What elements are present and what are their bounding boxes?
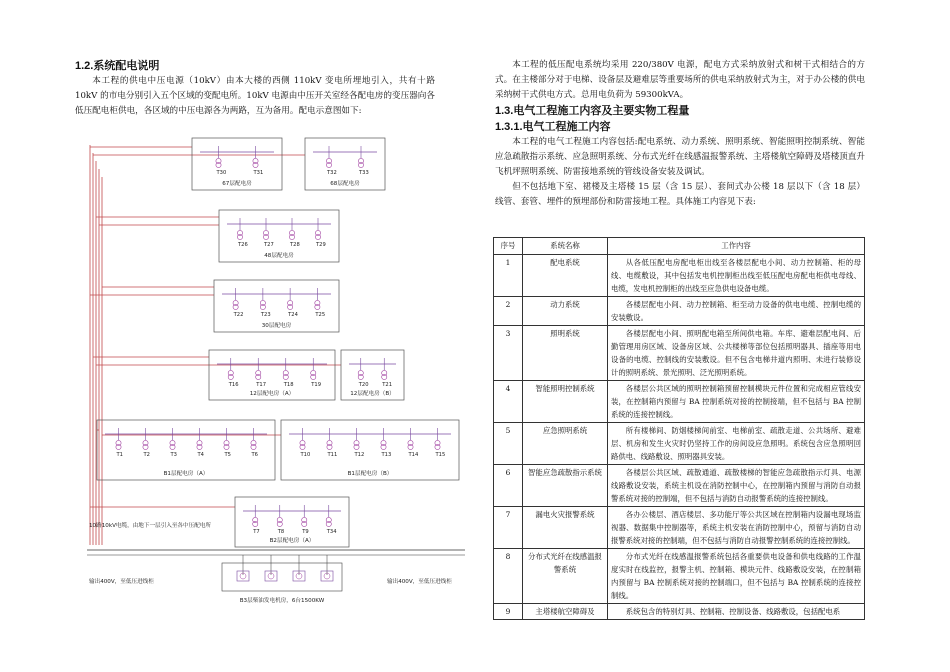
transformer-coil-icon [289,234,294,239]
table-row [494,549,865,604]
cell-content: 所有楼梯间、防烟楼梯间前室、电梯前室、疏散走道、公共场所、避难层、机房和发生火灾时仍坚持工作的房间设应急照明。系统包含应急照明回路供电、线路敷设、照明器具安装。 [608,423,865,465]
transformer-label: T24 [288,312,298,318]
transformer-label: T16 [228,382,239,388]
transformer-coil-icon [256,374,261,379]
header-no: 序号 [494,238,523,255]
substation-room [235,497,349,547]
transformer-coil-icon [358,162,363,167]
room-label: B2层配电房（A） [269,538,315,544]
transformer-label: T17 [256,382,267,388]
cell-content: 各办公楼层、酒店楼层、多功能厅等公共区域在控制箱内设漏电现场监视器、数据集中控制器等，系统主机安装在消防控制中心，预留与消防自动报警系统对接的控制端，但不包括与消防自动报警控制系统的连接控制线。 [608,507,865,549]
transformer-coil-icon [408,444,413,449]
transformer-coil-icon [216,162,221,167]
header-content: 工作内容 [608,238,865,255]
cell-no: 7 [494,507,523,549]
transformer-label: T6 [251,452,258,458]
transformer-coil-icon [228,374,233,379]
transformer-coil-icon [170,444,175,449]
cell-name: 智能应急疏散指示系统 [523,465,608,507]
table-row [494,507,865,549]
transformer-coil-icon [143,444,148,449]
transformer-label: T22 [233,312,244,318]
transformer-coil-icon [302,521,307,526]
transformer-label: T34 [326,529,337,535]
transformer-coil-icon [233,304,238,309]
room-label: 68层配电房 [330,181,360,187]
output-right-label: 输出400V，至低压进线柜 [387,579,452,585]
substation-room [341,350,404,400]
cell-name: 照明系统 [523,326,608,381]
incoming-cable-note: 10路10kV电缆，由地下一层引入至各中压配电所 [89,523,211,529]
substation-room [281,420,459,480]
transformer-label: T12 [354,452,365,458]
table-row [494,423,865,465]
transformer-label: T13 [381,452,392,458]
generator-room-label: B3层柴油发电机房，6台1500KW [239,598,325,604]
room-label: 30层配电房 [261,323,292,329]
cell-no: 1 [494,255,523,297]
transformer-label: T25 [315,312,326,318]
substation-room [219,210,339,262]
cell-no: 5 [494,423,523,465]
table-header-row [494,238,865,255]
transformer-coil-icon [358,374,363,379]
room-label: 48层配电房 [264,253,294,259]
transformer-label: T3 [170,452,177,458]
room-label: B1层配电房（B） [347,471,393,477]
transformer-label: T9 [302,529,309,535]
transformer-label: T29 [316,242,326,248]
transformer-label: T10 [300,452,311,458]
transformer-coil-icon [300,444,305,449]
bottom-section [87,521,465,604]
cell-content: 从各低压配电房配电柜出线至各楼层配电小间、动力控制箱、柜的母线、电缆敷设，其中包括发电机控制柜出线至低压配电房配电柜供电母线、电缆，发电机控制柜的出线至应急供电设备电缆。 [608,255,865,297]
transformer-coil-icon [283,374,288,379]
table-row [494,465,865,507]
transformer-coil-icon [315,234,320,239]
transformer-label: T19 [311,382,322,388]
cell-name: 智能照明控制系统 [523,381,608,423]
section-heading-1-3: 1.3.电气工程施工内容及主要实物工程量 [495,105,690,117]
transformer-label: T1 [116,452,123,458]
transformer-label: T20 [358,382,369,388]
transformer-coil-icon [260,304,265,309]
substation-room [97,420,275,480]
room-label: 12层配电房（A） [249,391,295,397]
transformer-coil-icon [277,521,282,526]
transformer-coil-icon [354,444,359,449]
substation-rooms [97,138,459,547]
cell-no: 8 [494,549,523,604]
cell-content: 各楼层公共区域、疏散通道、疏散楼梯的智能应急疏散指示灯具、电源线路敷设安装，系统主机设在消防控制中心，在控制箱内预留与消防自动报警系统对接的控制端，但不包括与消防自动报警系统的连接控制线。 [608,465,865,507]
transformer-label: T8 [277,529,285,535]
transformer-label: T26 [238,242,248,248]
transformer-coil-icon [326,521,331,526]
cell-no: 2 [494,297,523,326]
right-column [495,58,865,210]
room-label: B1层配电房（A） [163,471,209,477]
transformer-coil-icon [311,374,316,379]
transformer-label: T7 [253,529,260,535]
transformer-coil-icon [263,234,268,239]
transformer-label: T21 [382,382,393,388]
section-heading-1-2: 1.2.系统配电说明 [75,60,160,72]
room-label: 67层配电房 [222,181,252,187]
cell-name: 动力系统 [523,297,608,326]
power-distribution-diagram [87,135,465,610]
substation-room [214,280,339,332]
lv-distribution-paragraph: 本工程的低压配电系统均采用 220/380V 电源，配电方式采纳放射式和树干式相结合的方式。在主楼部分对于电梯、设备层及避难层等重要场所的供电采纳放射式为主，对于办公楼的供电采纳树干式供电方式。总用电负荷为 59300kVA。 [495,60,865,100]
cell-content: 各楼层配电小间、照明配电箱至所间供电箱。车库、避难层配电间、后勤管理用房区域、设备房区域、公共楼梯等部位包括照明器具、插座等用电设备的电缆、控制线的安装敷设。但不包含电梯井道内照明、未进行装修设计的照明系统、景光照明、泛光照明系统。 [608,326,865,381]
transformer-coil-icon [237,234,242,239]
substation-room [209,350,335,400]
work-content-table [493,237,865,620]
transformer-coil-icon [381,444,386,449]
cell-name: 漏电火灾报警系统 [523,507,608,549]
transformer-coil-icon [224,444,229,449]
transformer-label: T18 [283,382,294,388]
left-column [75,58,435,119]
table-row [494,297,865,326]
transformer-coil-icon [253,521,258,526]
transformer-coil-icon [327,444,332,449]
transformer-label: T14 [408,452,419,458]
section-heading-1-3-1: 1.3.1.电气工程施工内容 [495,121,611,133]
transformer-coil-icon [251,444,256,449]
table-row [494,604,865,620]
transformer-coil-icon [435,444,440,449]
transformer-label: T32 [327,170,337,176]
transformer-label: T33 [359,170,369,176]
transformer-coil-icon [288,304,293,309]
transformer-label: T4 [197,452,204,458]
cell-name: 主塔楼航空障碍及 [523,604,608,620]
exclusion-paragraph: 但不包括地下室、裙楼及主塔楼 15 层（含 15 层）、套间式办公楼 18 层以下（含 18 层）线管、套管、埋件的预埋部份和防雷接地工程。具体施工内容见下表: [495,182,865,207]
transformer-coil-icon [315,304,320,309]
cell-content: 系统包含的特别灯具、控制箱、控制设备、线路敷设，包括配电系 [608,604,865,620]
header-system: 系统名称 [523,238,608,255]
table-body [494,255,865,620]
cell-content: 各楼层公共区域的照明控制箱预留控制模块元件位置和完成相应管线安装，在控制箱内预留与 BA 控制系统对接的控制接端，但不包括与 BA 控制系统的连接控制线。 [608,381,865,423]
transformer-coil-icon [382,374,387,379]
table-row [494,381,865,423]
feeder-lines [90,145,341,545]
cell-no: 3 [494,326,523,381]
cell-content: 各楼层配电小间、动力控制箱、柜至动力设备的供电电缆、控制电缆的安装敷设。 [608,297,865,326]
transformer-coil-icon [326,162,331,167]
transformer-label: T30 [216,170,227,176]
cell-name: 应急照明系统 [523,423,608,465]
transformer-label: T27 [264,242,274,248]
cell-name: 分布式光纤在线感温报警系统 [523,549,608,604]
transformer-label: T11 [327,452,338,458]
cell-no: 9 [494,604,523,620]
transformer-label: T23 [260,312,271,318]
scope-paragraph: 本工程的电气工程施工内容包括:配电系统、动力系统、照明系统、智能照明控制系统、智能应急疏散指示系统、应急照明系统、分布式光纤在线感温报警系统、主塔楼航空障碍及塔楼顶直升飞机坪照明系统、防雷接地系统的管线设备安装及调试。 [495,137,865,177]
table-row [494,255,865,297]
transformer-label: T31 [253,170,264,176]
transformer-label: T5 [224,452,231,458]
substation-room [192,138,282,190]
transformer-coil-icon [197,444,202,449]
cell-no: 4 [494,381,523,423]
output-left-label: 输出400V，至低压进线柜 [89,579,154,585]
section-1-2-paragraph: 本工程的供电中压电源（10kV）由本大楼的西侧 110kV 变电所埋地引入，共有十路 10kV 的市电分别引入五个区域的变配电所。10kV 电源由中压开关室经各配电房的变压器向各低压配电柜供电，各区域的中压电源各为两路，互为备用。配电示意图如下: [75,76,435,116]
room-label: 12层配电房（B） [350,391,395,397]
transformer-label: T2 [143,452,150,458]
cell-no: 6 [494,465,523,507]
substation-room [305,138,385,190]
transformer-coil-icon [116,444,121,449]
transformer-coil-icon [253,162,258,167]
transformer-label: T28 [290,242,300,248]
table-row [494,326,865,381]
cell-content: 分布式光纤在线感温报警系统包括各重要供电设备和供电线路的工作温度实时在线监控，报警主机、控制箱、模块元件、线路敷设安装，在控制箱内预留与 BA 控制系统对接的控制端口，但不包括与 BA 控制系统的连接控制线。 [608,549,865,604]
cell-name: 配电系统 [523,255,608,297]
transformer-label: T15 [435,452,446,458]
